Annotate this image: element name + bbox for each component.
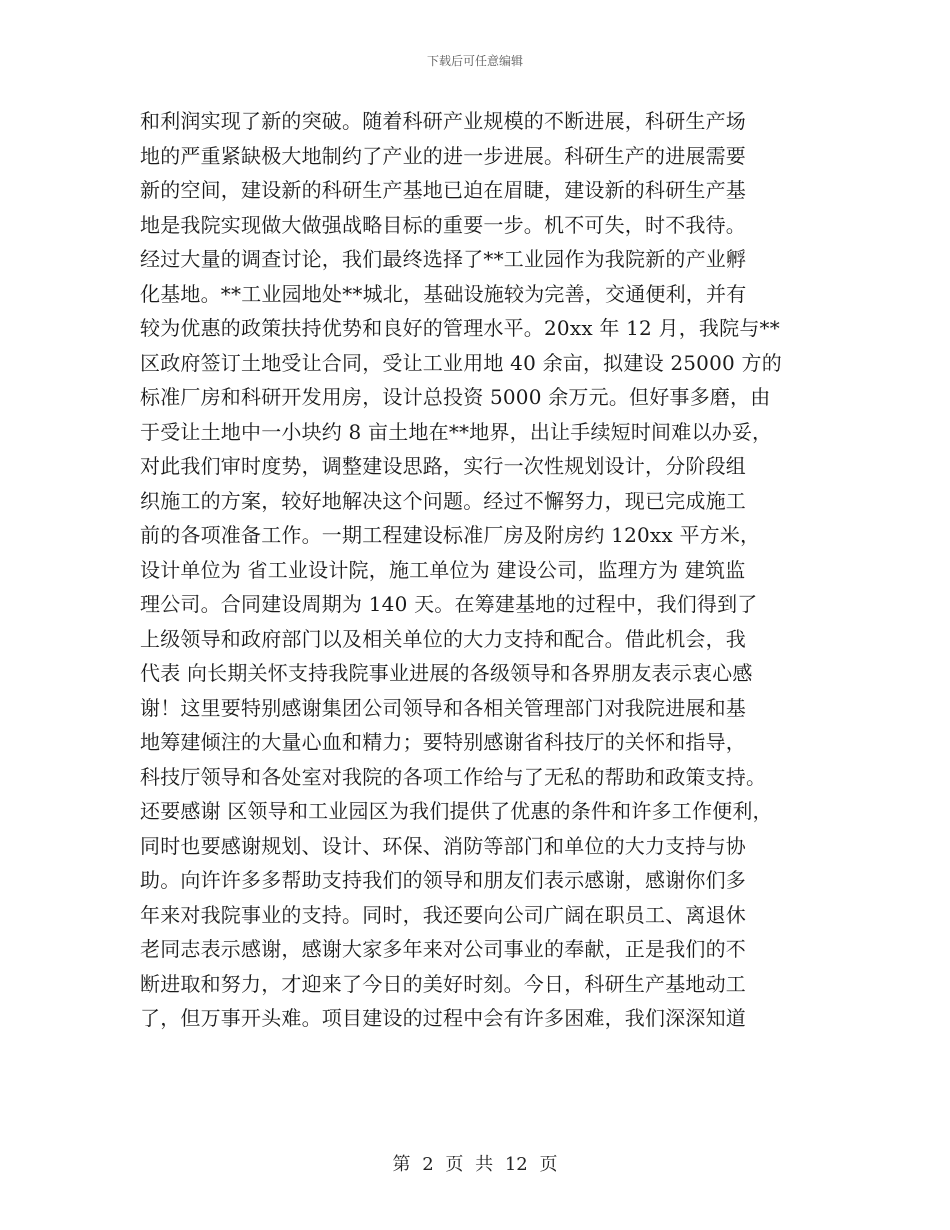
text-line: 于受让土地中一小块约 8 亩土地在**地界，出让手续短时间难以办妥， <box>140 419 773 444</box>
text-line: 断进取和努力，才迎来了今日的美好时刻。今日，科研生产基地动工 <box>140 971 746 996</box>
text-line: 地的严重紧缺极大地制约了产业的进一步进展。科研生产的进展需要 <box>140 143 746 168</box>
page-number: 第 2 页 共 12 页 <box>392 1154 558 1175</box>
text-line: 科技厅领导和各处室对我院的各项工作给与了无私的帮助和政策支持。 <box>140 764 767 789</box>
text-line: 区政府签订土地受让合同，受让工业用地 40 余亩，拟建设 25000 方的 <box>140 350 782 375</box>
document-body <box>140 104 830 1036</box>
page-header-note: 下载后可任意编辑 <box>426 54 523 68</box>
text-line: 助。向许许多多帮助支持我们的领导和朋友们表示感谢，感谢你们多 <box>140 868 746 892</box>
text-line: 化基地。**工业园地处**城北，基础设施较为完善，交通便利，并有 <box>140 281 747 306</box>
text-line: 地是我院实现做大做强战略目标的重要一步。机不可失，时不我待。 <box>140 212 746 237</box>
text-line: 和利润实现了新的突破。随着科研产业规模的不断进展，科研生产场 <box>140 109 746 133</box>
text-line: 设计单位为 省工业设计院，施工单位为 建设公司，监理方为 建筑监 <box>140 557 746 582</box>
text-line: 地筹建倾注的大量心血和精力；要特别感谢省科技厅的关怀和指导， <box>140 730 746 754</box>
text-line: 老同志表示感谢，感谢大家多年来对公司事业的奉献，正是我们的不 <box>140 937 746 961</box>
text-line: 了，但万事开头难。项目建设的过程中会有许多困难，我们深深知道 <box>140 1006 746 1030</box>
text-line: 谢！这里要特别感谢集团公司领导和各相关管理部门对我院进展和基 <box>140 695 746 720</box>
text-line: 新的空间，建设新的科研生产基地已迫在眉睫，建设新的科研生产基 <box>140 178 746 202</box>
text-line: 经过大量的调查讨论，我们最终选择了**工业园作为我院新的产业孵 <box>140 247 747 271</box>
text-line: 上级领导和政府部门以及相关单位的大力支持和配合。借此机会，我 <box>140 626 746 651</box>
text-line: 前的各项准备工作。一期工程建设标准厂房及附房约 120xx 平方米， <box>140 523 761 547</box>
text-line: 标准厂房和科研开发用房，设计总投资 5000 余万元。但好事多磨，由 <box>140 385 771 409</box>
text-line: 理公司。合同建设周期为 140 天。在筹建基地的过程中，我们得到了 <box>140 592 758 616</box>
text-line: 织施工的方案，较好地解决这个问题。经过不懈努力，现已完成施工 <box>140 488 746 513</box>
text-line: 年来对我院事业的支持。同时，我还要向公司广阔在职员工、离退休 <box>140 902 746 927</box>
text-line: 同时也要感谢规划、设计、环保、消防等部门和单位的大力支持与协 <box>140 833 746 858</box>
text-line: 较为优惠的政策扶持优势和良好的管理水平。20xx 年 12 月，我院与** <box>140 316 780 340</box>
text-line: 代表 向长期关怀支持我院事业进展的各级领导和各界朋友表示衷心感 <box>140 661 753 685</box>
text-line: 还要感谢 区领导和工业园区为我们提供了优惠的条件和许多工作便利， <box>140 799 773 823</box>
text-line: 对此我们审时度势，调整建设思路，实行一次性规划设计，分阶段组 <box>140 454 746 478</box>
